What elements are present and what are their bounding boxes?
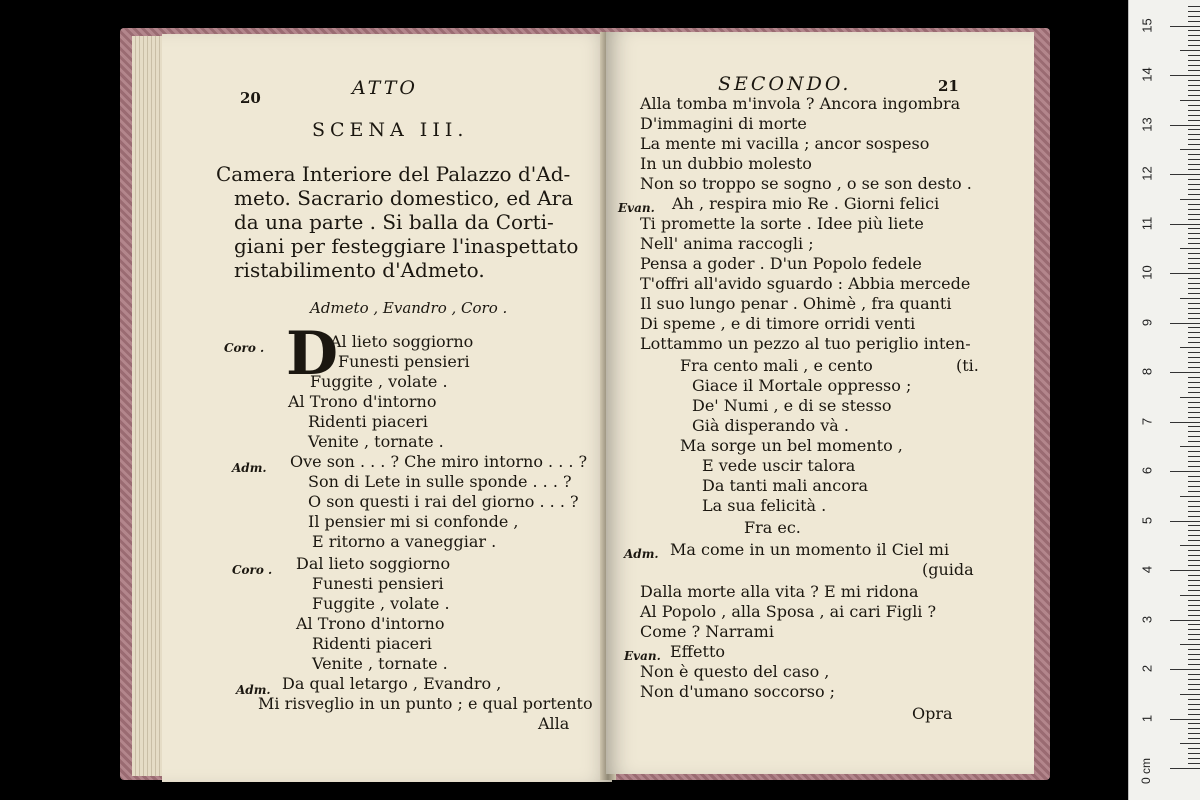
- ruler-tick: [1188, 610, 1200, 611]
- verse-line: Venite , tornate .: [308, 432, 444, 451]
- ruler-tick: [1180, 545, 1200, 546]
- ruler-tick: [1170, 768, 1200, 769]
- ruler-tick: [1180, 298, 1200, 299]
- ruler-tick: [1188, 679, 1200, 680]
- ruler-tick: [1188, 209, 1200, 210]
- ruler-tick: [1188, 303, 1200, 304]
- verse-line: Al Trono d'intorno: [296, 614, 445, 633]
- ruler-number: 15: [1139, 17, 1155, 33]
- turnover-line: (ti.: [956, 356, 979, 375]
- speaker-label: Evan.: [618, 201, 655, 215]
- verse-line: Il suo lungo penar . Ohimè , fra quanti: [640, 294, 952, 313]
- ruler-tick: [1188, 30, 1200, 31]
- ruler-number: 12: [1139, 166, 1155, 181]
- scene-description-line: da una parte . Si balla da Corti-: [234, 210, 554, 234]
- ruler-tick: [1170, 570, 1200, 571]
- ruler-tick: [1188, 615, 1200, 616]
- ruler-tick: [1188, 283, 1200, 284]
- ruler-tick: [1188, 535, 1200, 536]
- ruler-tick: [1188, 293, 1200, 294]
- verse-line: E vede uscir talora: [702, 456, 856, 475]
- verse-line: La mente mi vacilla ; ancor sospeso: [640, 134, 930, 153]
- ruler-tick: [1188, 263, 1200, 264]
- verse-line: Nell' anima raccogli ;: [640, 234, 814, 253]
- ruler-tick: [1188, 654, 1200, 655]
- ruler-tick: [1188, 426, 1200, 427]
- ruler-tick: [1170, 422, 1200, 423]
- ruler-tick: [1188, 491, 1200, 492]
- ruler-tick: [1188, 387, 1200, 388]
- catchword: Alla: [538, 714, 570, 733]
- right-page: [606, 32, 1034, 774]
- ruler-tick: [1188, 565, 1200, 566]
- ruler-tick: [1188, 60, 1200, 61]
- ruler-tick: [1188, 540, 1200, 541]
- ruler-tick: [1188, 417, 1200, 418]
- ruler-tick: [1180, 199, 1200, 200]
- ruler-tick: [1188, 585, 1200, 586]
- ruler-number: 1: [1139, 714, 1155, 722]
- ruler-number: 9: [1139, 318, 1155, 326]
- ruler-tick: [1188, 129, 1200, 130]
- ruler-tick: [1188, 110, 1200, 111]
- ruler-tick: [1170, 26, 1200, 27]
- ruler-tick: [1188, 550, 1200, 551]
- ruler-tick: [1188, 699, 1200, 700]
- ruler-tick: [1170, 471, 1200, 472]
- ruler-tick: [1188, 70, 1200, 71]
- ruler-number: 13: [1139, 116, 1155, 132]
- ruler-tick: [1188, 134, 1200, 135]
- ruler-tick: [1170, 372, 1200, 373]
- ruler-tick: [1188, 624, 1200, 625]
- ruler-tick: [1188, 327, 1200, 328]
- ruler-tick: [1188, 605, 1200, 606]
- ruler-tick: [1188, 436, 1200, 437]
- ruler-tick: [1188, 95, 1200, 96]
- ruler-tick: [1170, 125, 1200, 126]
- ruler-tick: [1170, 323, 1200, 324]
- ruler-tick: [1188, 431, 1200, 432]
- ruler-tick: [1188, 115, 1200, 116]
- ruler-tick: [1188, 402, 1200, 403]
- ruler-tick: [1188, 516, 1200, 517]
- ruler-tick: [1170, 273, 1200, 274]
- speaker-label: Evan.: [624, 649, 661, 663]
- scene-description-line: giani per festeggiare l'inaspettato: [234, 234, 579, 258]
- measuring-ruler: [1128, 0, 1200, 800]
- verse-line: Fra ec.: [744, 518, 801, 537]
- ruler-tick: [1188, 481, 1200, 482]
- verse-line: Ti promette la sorte . Idee più liete: [640, 214, 924, 233]
- ruler-tick: [1188, 288, 1200, 289]
- ruler-tick: [1188, 278, 1200, 279]
- ruler-tick: [1188, 392, 1200, 393]
- verse-line: Pensa a goder . D'un Popolo fedele: [640, 254, 922, 273]
- verse-line: E ritorno a vaneggiar .: [312, 532, 497, 551]
- ruler-tick: [1188, 733, 1200, 734]
- verse-line: De' Numi , e di se stesso: [692, 396, 892, 415]
- verse-line: O son questi i rai del giorno . . . ?: [308, 492, 579, 511]
- ruler-tick: [1188, 451, 1200, 452]
- speaker-label: Adm.: [232, 461, 267, 475]
- ruler-number: 11: [1139, 216, 1155, 230]
- verse-line: Al Popolo , alla Sposa , ai cari Figli ?: [640, 602, 937, 621]
- ruler-tick: [1180, 50, 1200, 51]
- verse-line: Fuggite , volate .: [312, 594, 450, 613]
- ruler-tick: [1188, 664, 1200, 665]
- ruler-tick: [1188, 674, 1200, 675]
- ruler-tick: [1188, 238, 1200, 239]
- verse-line: Dalla morte alla vita ? E mi ridona: [640, 582, 919, 601]
- ruler-tick: [1180, 397, 1200, 398]
- ruler-tick: [1188, 580, 1200, 581]
- verse-line: Son di Lete in sulle sponde . . . ?: [308, 472, 572, 491]
- ruler-tick: [1188, 194, 1200, 195]
- ruler-tick: [1188, 456, 1200, 457]
- ruler-tick: [1188, 268, 1200, 269]
- ruler-tick: [1188, 362, 1200, 363]
- ruler-tick: [1188, 357, 1200, 358]
- verse-line: Dal lieto soggiorno: [296, 554, 451, 573]
- ruler-tick: [1188, 629, 1200, 630]
- ruler-tick: [1188, 659, 1200, 660]
- verse-line: T'offri all'avido sguardo : Abbia mercede: [640, 274, 971, 293]
- ruler-tick: [1180, 496, 1200, 497]
- ruler-tick: [1188, 337, 1200, 338]
- verse-line: Già disperando và .: [692, 416, 850, 435]
- ruler-number: 6: [1139, 466, 1155, 475]
- catchword: Opra: [912, 704, 953, 723]
- ruler-tick: [1188, 714, 1200, 715]
- ruler-tick: [1188, 461, 1200, 462]
- verse-line: Effetto: [670, 642, 726, 661]
- ruler-tick: [1188, 139, 1200, 140]
- ruler-tick: [1188, 530, 1200, 531]
- ruler-tick: [1188, 753, 1200, 754]
- ruler-tick: [1188, 21, 1200, 22]
- ruler-tick: [1170, 521, 1200, 522]
- left-page: [162, 34, 612, 782]
- ruler-tick: [1188, 85, 1200, 86]
- ruler-tick: [1188, 313, 1200, 314]
- ruler-tick: [1188, 501, 1200, 502]
- verse-line: Ridenti piaceri: [312, 634, 432, 653]
- ruler-tick: [1188, 189, 1200, 190]
- ruler-tick: [1188, 649, 1200, 650]
- scene-description-line: ristabilimento d'Admeto.: [234, 258, 485, 282]
- ruler-tick: [1188, 164, 1200, 165]
- ruler-unit-label: 0 cm: [1139, 757, 1153, 784]
- ruler-tick: [1188, 105, 1200, 106]
- ruler-tick: [1188, 555, 1200, 556]
- verse-line: Non so troppo se sogno , o se son desto .: [640, 174, 972, 193]
- ruler-tick: [1188, 332, 1200, 333]
- ruler-tick: [1188, 16, 1200, 17]
- ruler-tick: [1188, 308, 1200, 309]
- ruler-number: 14: [1139, 67, 1155, 82]
- ruler-tick: [1170, 75, 1200, 76]
- verse-line: Al Trono d'intorno: [288, 392, 437, 411]
- ruler-tick: [1188, 11, 1200, 12]
- ruler-tick: [1188, 228, 1200, 229]
- ruler-tick: [1188, 639, 1200, 640]
- ruler-tick: [1180, 743, 1200, 744]
- ruler-tick: [1188, 45, 1200, 46]
- ruler-tick: [1188, 476, 1200, 477]
- ruler-tick: [1188, 204, 1200, 205]
- verse-line: Da qual letargo , Evandro ,: [282, 674, 502, 693]
- verse-line: La sua felicità .: [702, 496, 827, 515]
- ruler-tick: [1188, 243, 1200, 244]
- ruler-tick: [1188, 352, 1200, 353]
- ruler-number: 8: [1139, 367, 1155, 376]
- ruler-number: 4: [1139, 565, 1155, 574]
- verse-line: Ridenti piaceri: [308, 412, 428, 431]
- verse-line: Come ? Narrami: [640, 622, 774, 641]
- verse-line: Mi risveglio in un punto ; e qual portento: [258, 694, 593, 713]
- ruler-tick: [1180, 595, 1200, 596]
- ruler-tick: [1188, 763, 1200, 764]
- ruler-tick: [1188, 258, 1200, 259]
- verse-line: Non è questo del caso ,: [640, 662, 830, 681]
- ruler-tick: [1188, 318, 1200, 319]
- ruler-tick: [1188, 506, 1200, 507]
- verse-line: Fuggite , volate .: [310, 372, 448, 391]
- ruler-tick: [1188, 40, 1200, 41]
- ruler-tick: [1188, 184, 1200, 185]
- ruler-tick: [1188, 6, 1200, 7]
- ruler-tick: [1188, 709, 1200, 710]
- ruler-tick: [1188, 233, 1200, 234]
- ruler-tick: [1188, 367, 1200, 368]
- verse-line: Alla tomba m'invola ? Ancora ingombra: [640, 94, 961, 113]
- ruler-tick: [1188, 179, 1200, 180]
- ruler-number: 7: [1139, 417, 1155, 425]
- ruler-tick: [1188, 466, 1200, 467]
- ruler-tick: [1170, 669, 1200, 670]
- ruler-tick: [1170, 719, 1200, 720]
- ruler-tick: [1188, 253, 1200, 254]
- scene-description-line: meto. Sacrario domestico, ed Ara: [234, 186, 574, 210]
- ruler-tick: [1188, 590, 1200, 591]
- ruler-tick: [1188, 441, 1200, 442]
- verse-line: Non d'umano soccorso ;: [640, 682, 836, 701]
- ruler-tick: [1180, 694, 1200, 695]
- ruler-number: 10: [1139, 265, 1155, 280]
- ruler-tick: [1188, 486, 1200, 487]
- ruler-tick: [1188, 214, 1200, 215]
- ruler-tick: [1188, 560, 1200, 561]
- verse-line: Ma sorge un bel momento ,: [680, 436, 903, 455]
- ruler-tick: [1188, 575, 1200, 576]
- ruler-tick: [1188, 738, 1200, 739]
- ruler-tick: [1188, 144, 1200, 145]
- ruler-tick: [1188, 412, 1200, 413]
- verse-line: In un dubbio molesto: [640, 154, 812, 173]
- ruler-tick: [1180, 149, 1200, 150]
- scene-description-line: Camera Interiore del Palazzo d'Ad-: [216, 162, 571, 186]
- verse-line: Il pensier mi si confonde ,: [308, 512, 519, 531]
- verse-line: Di speme , e di timore orridi venti: [640, 314, 916, 333]
- verse-line: Lottammo un pezzo al tuo periglio inten-: [640, 334, 971, 353]
- verse-line: Da tanti mali ancora: [702, 476, 869, 495]
- ruler-tick: [1188, 511, 1200, 512]
- ruler-tick: [1188, 634, 1200, 635]
- ruler-tick: [1188, 65, 1200, 66]
- verse-line: Funesti pensieri: [338, 352, 470, 371]
- verse-line: Al lieto soggiorno: [330, 332, 474, 351]
- ruler-tick: [1188, 758, 1200, 759]
- ruler-tick: [1188, 90, 1200, 91]
- ruler-tick: [1180, 644, 1200, 645]
- ruler-tick: [1188, 684, 1200, 685]
- ruler-number: 3: [1139, 615, 1155, 623]
- ruler-tick: [1188, 377, 1200, 378]
- verse-line: Fra cento mali , e cento: [680, 356, 873, 375]
- ruler-tick: [1188, 689, 1200, 690]
- right-running-head: SECONDO.: [718, 73, 852, 95]
- drop-cap: D: [286, 319, 339, 389]
- verse-line: Ah , respira mio Re . Giorni felici: [672, 194, 940, 213]
- speaker-label: Coro .: [232, 563, 273, 577]
- ruler-tick: [1188, 159, 1200, 160]
- ruler-tick: [1188, 748, 1200, 749]
- ruler-tick: [1180, 248, 1200, 249]
- ruler-tick: [1188, 35, 1200, 36]
- speaker-label: Coro .: [224, 341, 265, 355]
- ruler-tick: [1180, 347, 1200, 348]
- ruler-tick: [1170, 174, 1200, 175]
- left-running-head: ATTO: [352, 77, 418, 99]
- verse-line: D'immagini di morte: [640, 114, 807, 133]
- ruler-tick: [1188, 154, 1200, 155]
- ruler-tick: [1188, 728, 1200, 729]
- speaker-label: Adm.: [624, 547, 659, 561]
- ruler-tick: [1188, 704, 1200, 705]
- verse-line: Giace il Mortale oppresso ;: [692, 376, 912, 395]
- ruler-tick: [1170, 620, 1200, 621]
- ruler-tick: [1188, 80, 1200, 81]
- ruler-tick: [1188, 120, 1200, 121]
- verse-line: Ma come in un momento il Ciel mi: [670, 540, 950, 559]
- verse-line: Venite , tornate .: [312, 654, 448, 673]
- right-page-number: 21: [938, 77, 959, 95]
- ruler-number: 2: [1139, 664, 1155, 673]
- ruler-tick: [1188, 723, 1200, 724]
- ruler-tick: [1188, 407, 1200, 408]
- ruler-tick: [1180, 100, 1200, 101]
- scene-heading: SCENA III.: [312, 119, 469, 141]
- ruler-tick: [1188, 219, 1200, 220]
- ruler-number: 5: [1139, 516, 1155, 524]
- verse-line: Funesti pensieri: [312, 574, 444, 593]
- ruler-tick: [1170, 224, 1200, 225]
- speaker-label: Adm.: [236, 683, 271, 697]
- left-page-number: 20: [240, 89, 261, 107]
- verse-line: Ove son . . . ? Che miro intorno . . . ?: [290, 452, 588, 471]
- ruler-tick: [1188, 525, 1200, 526]
- ruler-tick: [1188, 342, 1200, 343]
- characters-list: Admeto , Evandro , Coro .: [310, 299, 508, 317]
- ruler-tick: [1188, 382, 1200, 383]
- ruler-tick: [1188, 55, 1200, 56]
- turnover-line: (guida: [922, 560, 974, 579]
- ruler-tick: [1180, 446, 1200, 447]
- ruler-tick: [1188, 600, 1200, 601]
- ruler-tick: [1188, 169, 1200, 170]
